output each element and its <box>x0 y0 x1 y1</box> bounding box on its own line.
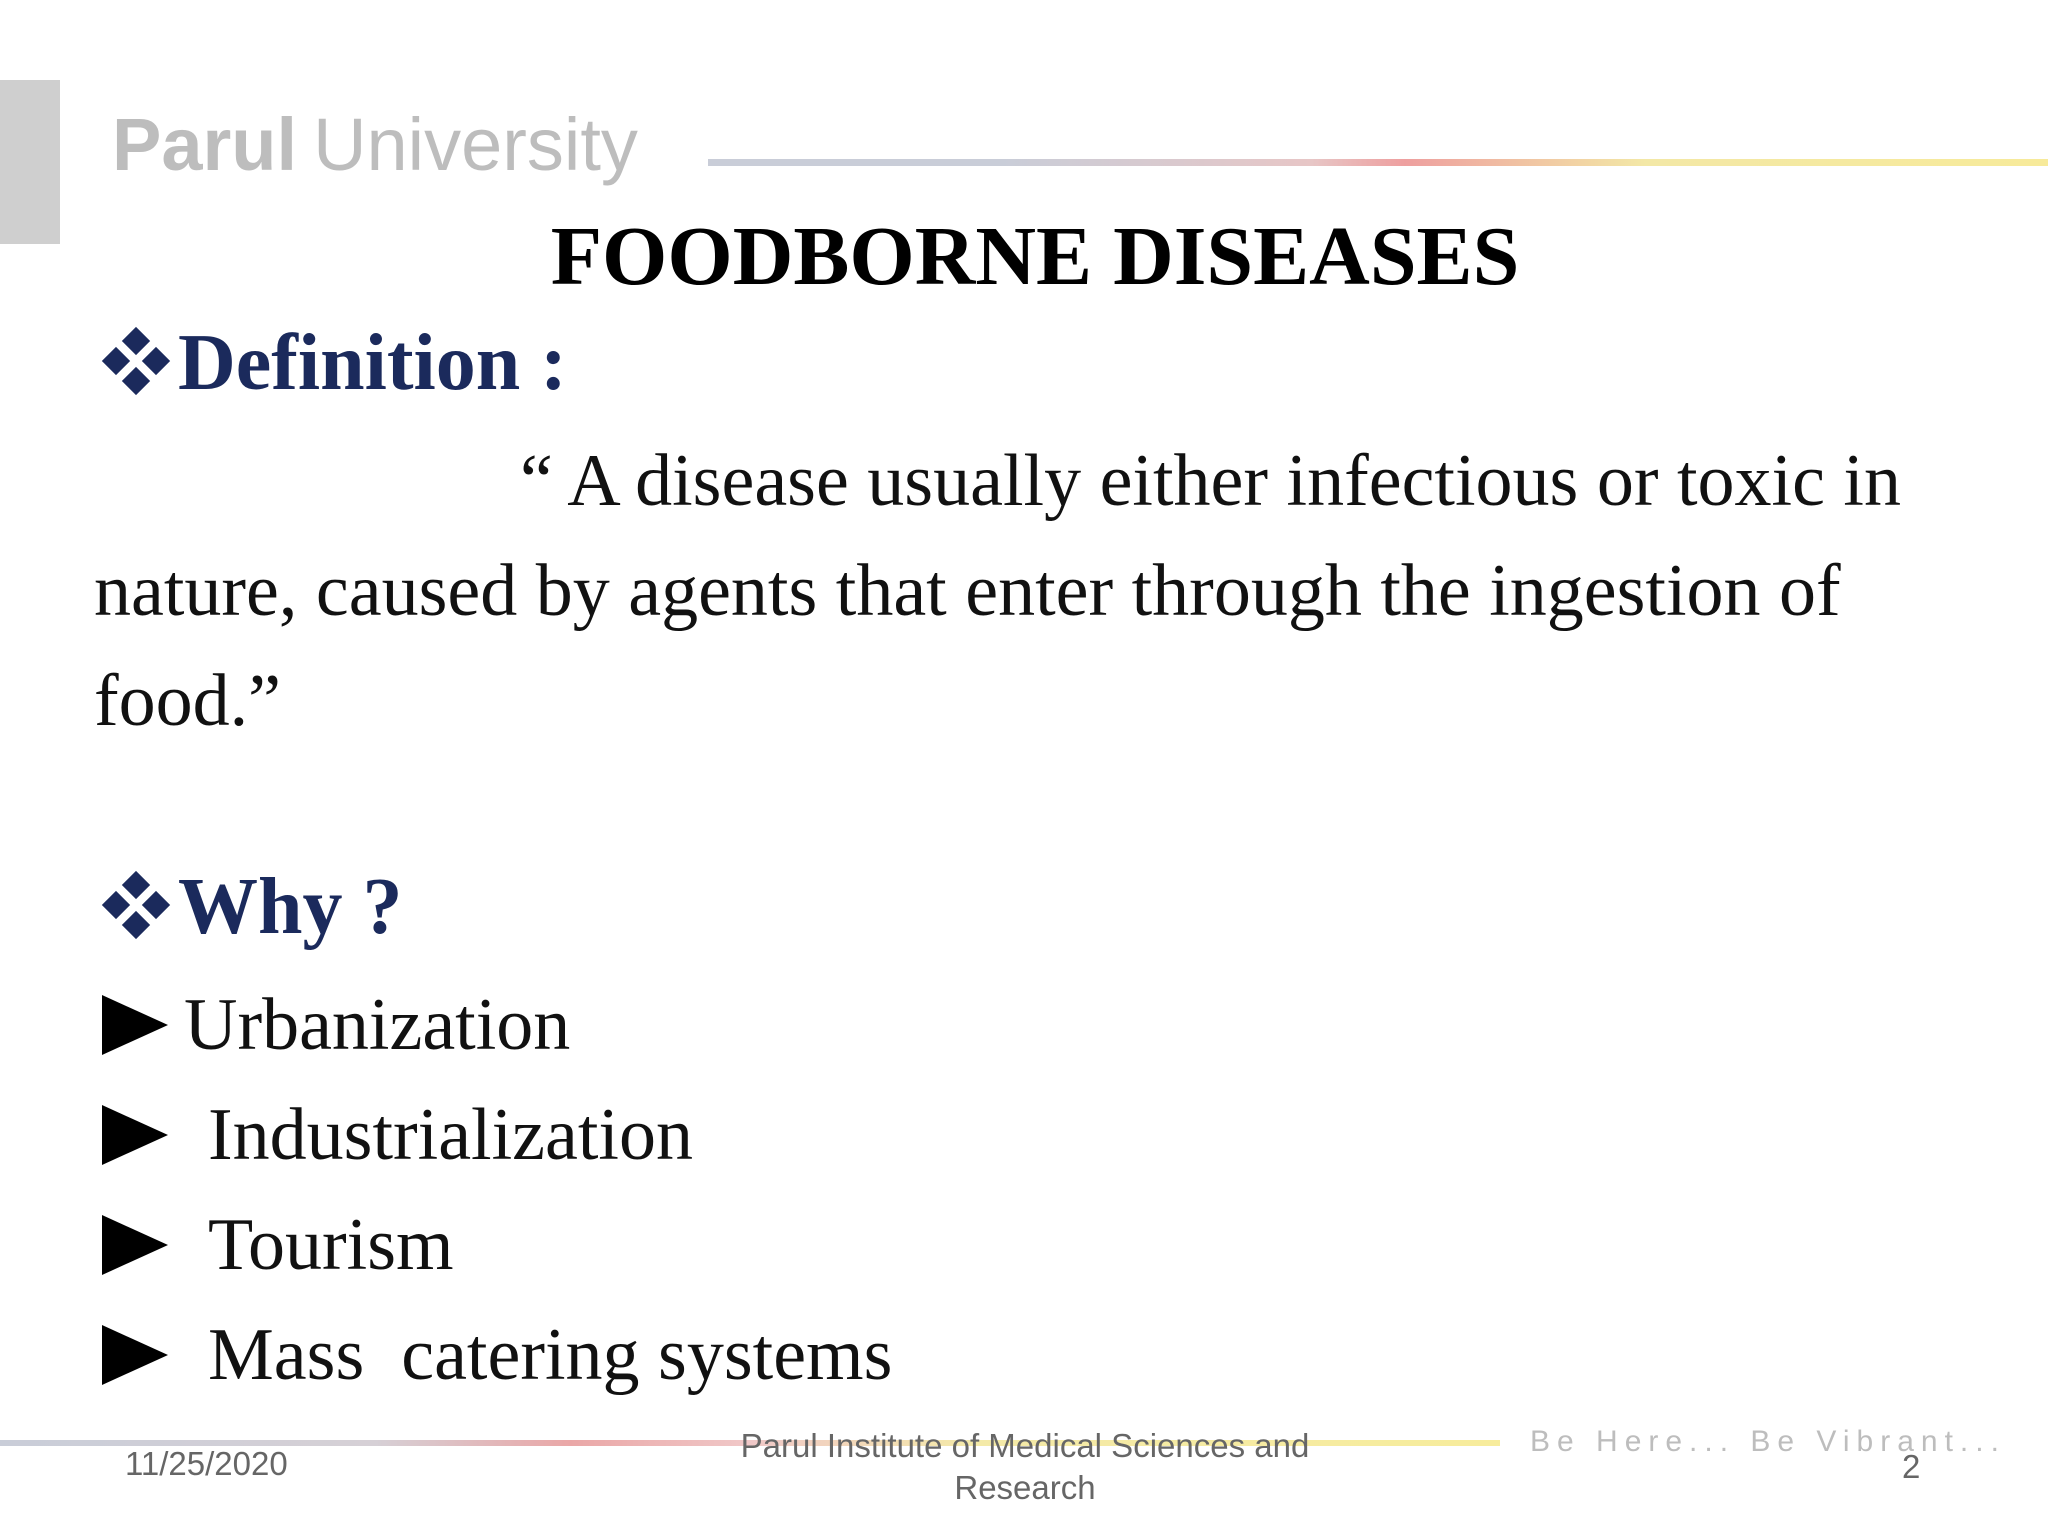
list-item <box>102 1080 892 1190</box>
list-item-text: Industrialization <box>208 1093 693 1176</box>
right-arrow-icon <box>102 1215 168 1275</box>
list-item <box>102 970 892 1080</box>
list-item-text: Urbanization <box>184 983 571 1066</box>
reasons-list <box>102 970 892 1410</box>
list-item-text: Tourism <box>208 1203 454 1286</box>
list-item <box>102 1190 892 1300</box>
definition-text: “ A disease usually either infectious or toxic in nature, caused by agents that enter through the ingestion of food.” <box>94 440 1901 742</box>
footer-date: 11/25/2020 <box>125 1445 288 1482</box>
why-heading <box>100 862 403 952</box>
university-logo <box>112 103 638 186</box>
slide-title: FOODBORNE DISEASES <box>550 210 1520 303</box>
right-arrow-icon <box>102 1325 168 1385</box>
why-heading-text: Why ? <box>178 863 403 951</box>
right-arrow-icon <box>102 1105 168 1165</box>
page-number: 2 <box>1902 1448 1921 1485</box>
footer-tagline: Be Here... Be Vibrant... <box>1530 1425 2006 1458</box>
footer-institute: Parul Institute of Medical Sciences and Research <box>740 1427 1310 1506</box>
header-divider <box>708 159 2048 166</box>
four-diamond-icon <box>100 871 172 943</box>
list-item <box>102 1300 892 1410</box>
definition-heading-text: Definition : <box>178 319 567 407</box>
definition-heading <box>100 318 567 408</box>
brand-bold: Parul <box>112 103 298 186</box>
right-arrow-icon <box>102 995 168 1055</box>
brand-light: University <box>313 103 638 186</box>
list-item-text: Mass catering systems <box>208 1313 893 1396</box>
four-diamond-icon <box>100 327 172 399</box>
